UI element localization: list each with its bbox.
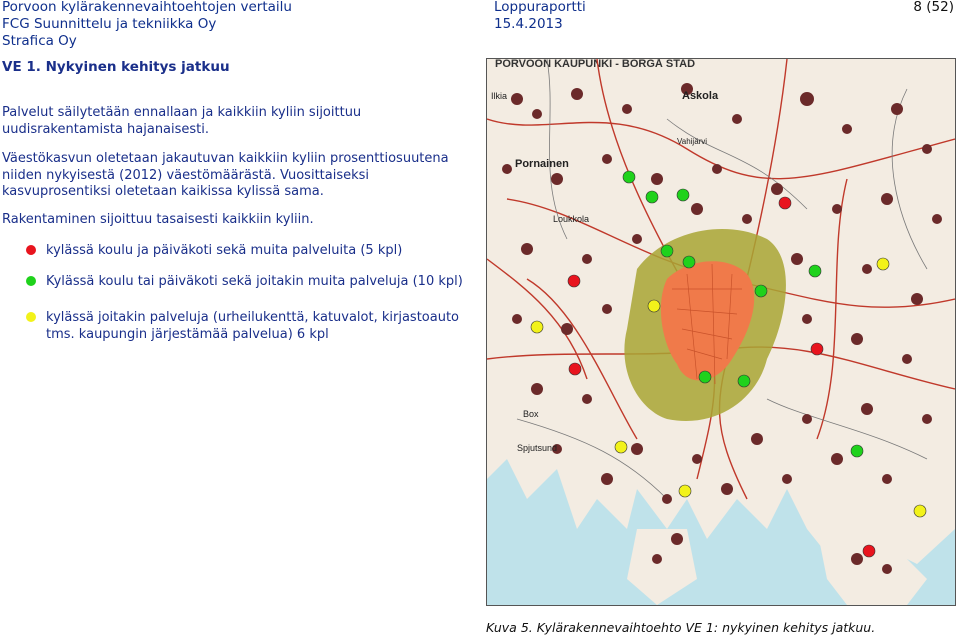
green-marker-8 — [699, 371, 711, 383]
green-marker-2 — [646, 191, 658, 203]
legend-label-green: Kylässä koulu tai päiväkoti sekä joitakin muita palveluja (10 kpl) — [46, 273, 463, 289]
header-page-number: 8 (52) — [913, 0, 954, 15]
section-title: VE 1. Nykyinen kehitys jatkuu — [2, 59, 230, 75]
header-author: FCG Suunnittelu ja tekniikka Oy — [2, 16, 217, 32]
green-marker-4 — [661, 245, 673, 257]
map-header-label: PORVOON KAUPUNKI - BORGÅ STAD — [495, 59, 696, 70]
legend-item-green — [26, 274, 466, 291]
green-marker-7 — [755, 285, 767, 297]
green-marker-3 — [677, 189, 689, 201]
red-marker-1 — [779, 197, 791, 209]
green-marker-5 — [683, 256, 695, 268]
yellow-marker-5 — [679, 485, 691, 497]
header-date: 15.4.2013 — [494, 16, 563, 32]
yellow-dot-icon — [26, 312, 36, 322]
red-marker-2 — [568, 275, 580, 287]
red-marker-4 — [811, 343, 823, 355]
paragraph-building: Rakentaminen sijoittuu tasaisesti kaikkiin kyliin. — [2, 212, 314, 227]
map-graphic — [487, 59, 955, 605]
header-middle — [494, 0, 586, 33]
label-ilkia: Ilkia — [491, 91, 508, 101]
green-marker-1 — [623, 171, 635, 183]
green-marker-10 — [851, 445, 863, 457]
header-left — [2, 0, 292, 50]
legend-label-red: kylässä koulu ja päiväkoti sekä muita palveluita (5 kpl) — [46, 243, 403, 258]
label-box: Box — [523, 409, 539, 419]
village-structure-map — [486, 58, 956, 606]
green-dot-icon — [26, 276, 36, 286]
legend-item-red — [26, 243, 466, 260]
yellow-marker-2 — [648, 300, 660, 312]
red-marker-3 — [569, 363, 581, 375]
yellow-marker-3 — [531, 321, 543, 333]
header-doc-type: Loppuraportti — [494, 0, 586, 15]
label-askola: Askola — [682, 90, 719, 102]
yellow-marker-1 — [877, 258, 889, 270]
yellow-marker-6 — [914, 505, 926, 517]
map-legend — [26, 243, 466, 343]
red-dot-icon — [26, 245, 36, 255]
paragraph-services: Palvelut säilytetään ennallaan ja kaikkiin kyliin sijoittuu uudisrakentamista hajanaisesti. — [2, 105, 362, 137]
yellow-marker-4 — [615, 441, 627, 453]
red-marker-5 — [863, 545, 875, 557]
header-coauthor: Strafica Oy — [2, 33, 77, 49]
green-marker-9 — [738, 375, 750, 387]
header-report-title: Porvoon kylärakennevaihtoehtojen vertailu — [2, 0, 292, 15]
label-loukkola: Loukkola — [553, 214, 590, 224]
legend-item-yellow — [26, 310, 466, 343]
label-spjutsund: Spjutsund — [517, 443, 558, 453]
figure-caption: Kuva 5. Kylärakennevaihtoehto VE 1: nykyinen kehitys jatkuu. — [486, 620, 876, 635]
label-pornainen: Pornainen — [515, 158, 569, 170]
green-marker-6 — [809, 265, 821, 277]
legend-label-yellow: kylässä joitakin palveluja (urheilukenttä, katuvalot, kirjastoauto tms. kaupungin järjestämää palvelua) 6 kpl — [46, 310, 460, 342]
label-vahijarvi: Vahijärvi — [677, 137, 708, 146]
paragraph-population: Väestökasvun oletetaan jakautuvan kaikkiin kyliin prosenttiosuutena niiden nykyisestä (2012) väestömäärästä. Vuosittaiseksi kasvuprosentiksi oletetaan kaikissa kylissä sama. — [2, 151, 449, 199]
